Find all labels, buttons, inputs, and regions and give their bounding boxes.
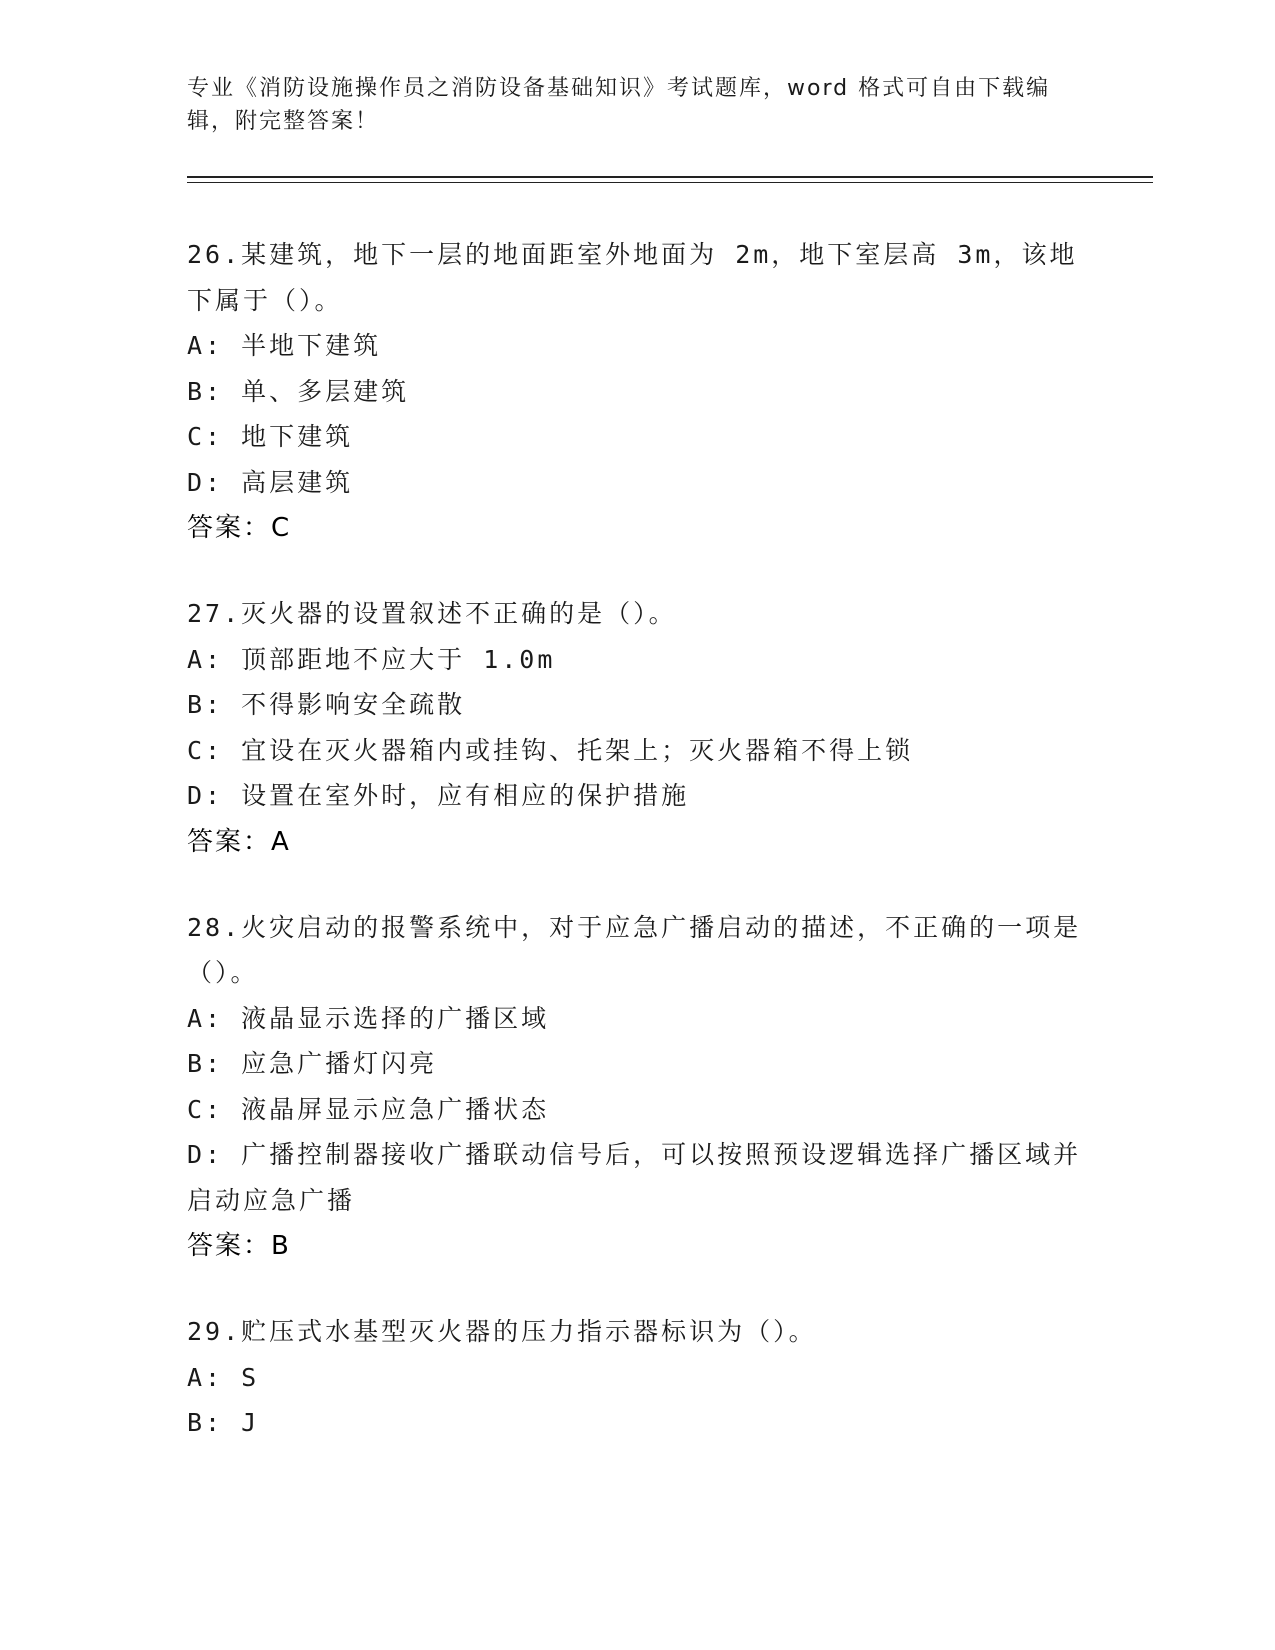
option-d: D: 设置在室外时，应有相应的保护措施 <box>187 781 690 810</box>
option-c: C: 地下建筑 <box>187 422 354 451</box>
question-stem: 29.贮压式水基型灭火器的压力指示器标识为（）。 <box>187 1317 817 1346</box>
answer-line: 答案：B <box>187 1231 291 1261</box>
option-b: B: 不得影响安全疏散 <box>187 690 466 719</box>
option-b: B: 应急广播灯闪亮 <box>187 1049 438 1078</box>
document-header: 专业《消防设施操作员之消防设备基础知识》考试题库，word 格式可自由下载编辑，附完整答案！ <box>187 76 1051 134</box>
question-28 <box>187 905 1087 1270</box>
option-a: A: 液晶显示选择的广播区域 <box>187 1003 550 1033</box>
option-c: C: 液晶屏显示应急广播状态 <box>187 1094 550 1124</box>
option-b: B: 单、多层建筑 <box>187 376 410 406</box>
question-stem: 27.灭火器的设置叙述不正确的是（）。 <box>187 599 677 628</box>
question-stem: 28.火灾启动的报警系统中，对于应急广播启动的描述，不正确的一项是（）。 <box>187 912 1082 987</box>
question-29 <box>187 1309 1087 1446</box>
option-b: B: J <box>187 1408 260 1437</box>
option-a: A: S <box>187 1362 260 1392</box>
option-d: D: 广播控制器接收广播联动信号后，可以按照预设逻辑选择广播区域并启动应急广播 <box>187 1140 1082 1215</box>
option-d: D: 高层建筑 <box>187 467 354 497</box>
header-divider-thin <box>187 182 1153 183</box>
answer-line: 答案：C <box>187 513 292 543</box>
question-list <box>187 232 1087 1486</box>
question-26 <box>187 232 1087 551</box>
option-a: A: 顶部距地不应大于 1.0m <box>187 644 556 674</box>
option-a: A: 半地下建筑 <box>187 331 382 360</box>
question-stem: 26.某建筑，地下一层的地面距室外地面为 2m，地下室层高 3m，该地下属于（）。 <box>187 240 1078 315</box>
header-divider-thick <box>187 176 1153 178</box>
answer-line: 答案：A <box>187 826 291 857</box>
option-c: C: 宜设在灭火器箱内或挂钩、托架上；灭火器箱不得上锁 <box>187 735 914 765</box>
question-27 <box>187 591 1087 865</box>
